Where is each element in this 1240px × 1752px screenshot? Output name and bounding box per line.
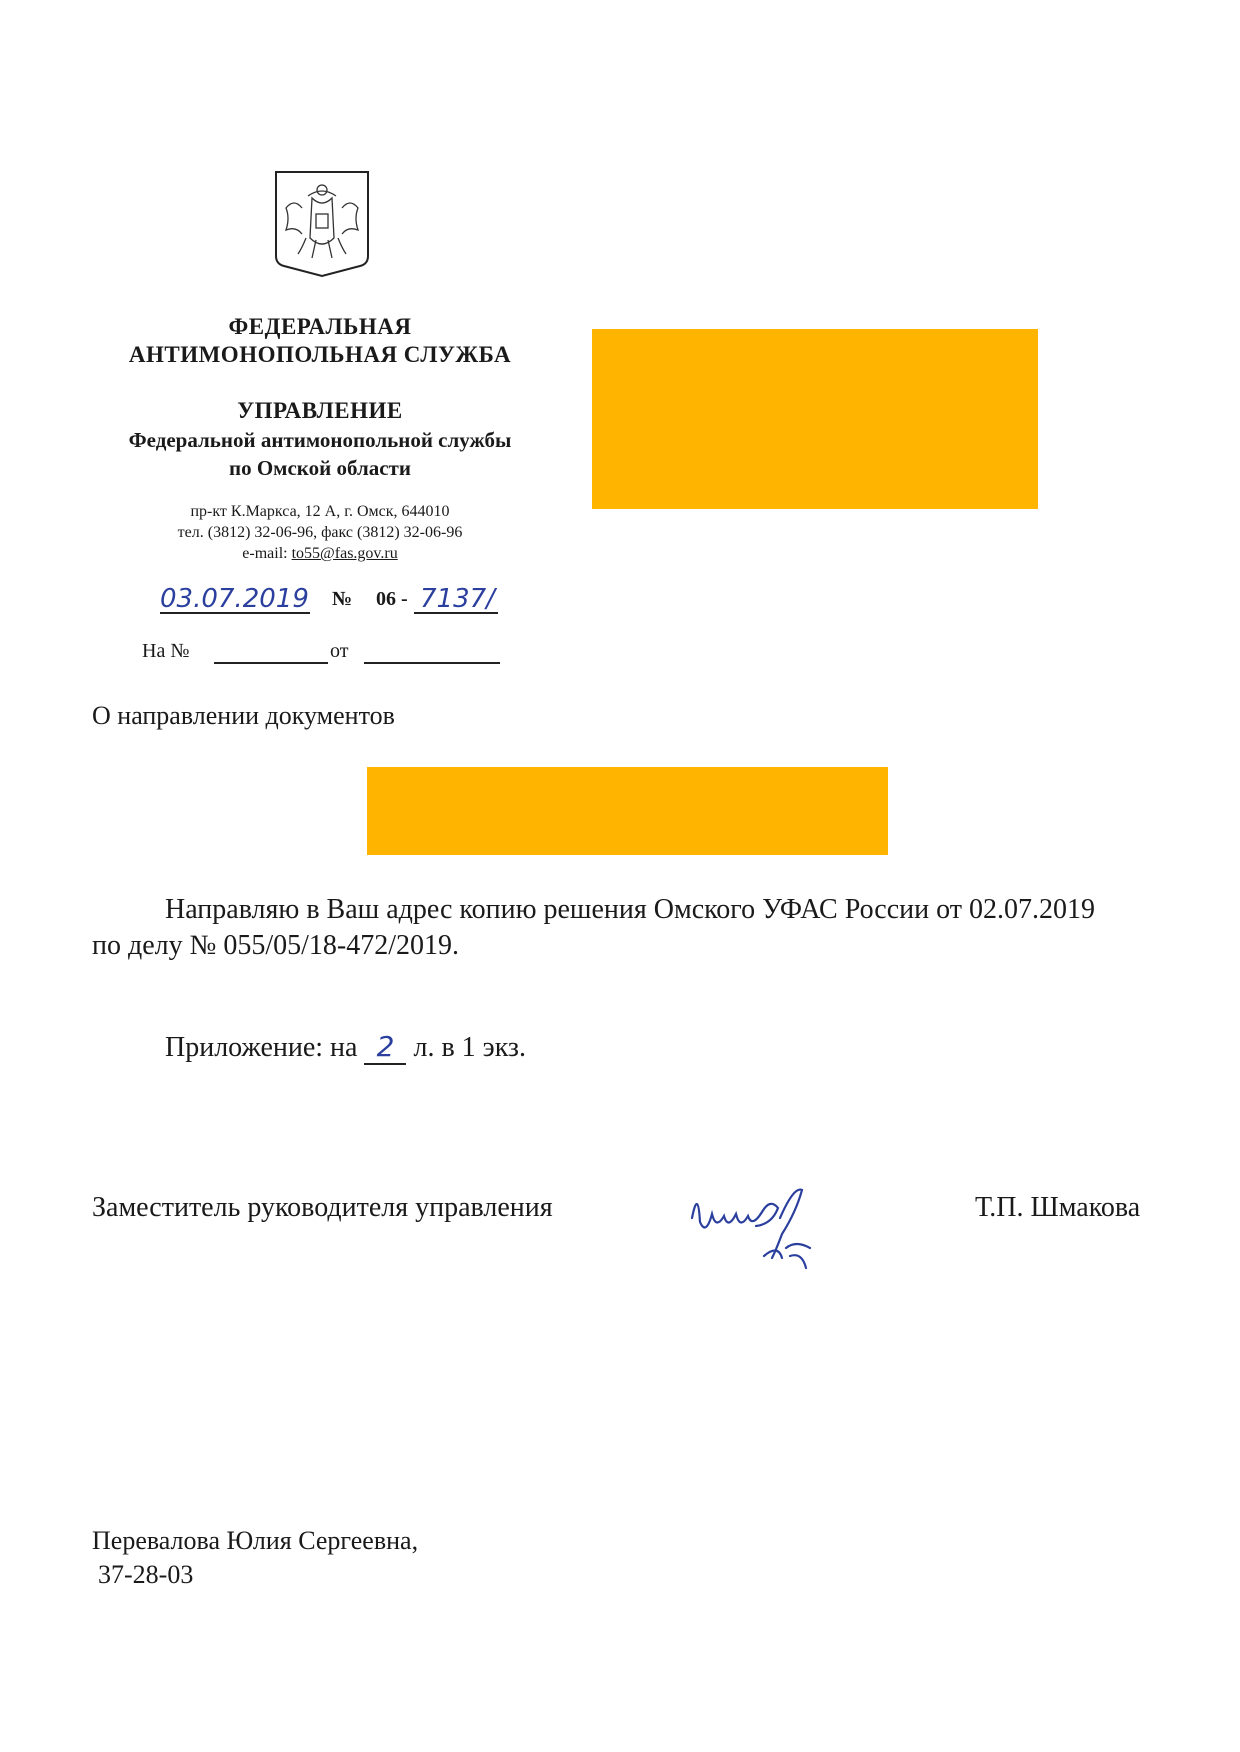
letter-subject: О направлении документов: [92, 701, 395, 730]
service-name-line1: ФЕДЕРАЛЬНАЯ: [228, 314, 412, 339]
registration-date: 03.07.2019: [160, 584, 309, 614]
attachment-suffix: л. в 1 экз.: [413, 1032, 526, 1063]
number-prefix: 06 -: [376, 588, 408, 610]
office-email-line: [60, 545, 580, 563]
executor-phone: 37-28-03: [98, 1560, 194, 1589]
attachment-pages: 2: [364, 1030, 406, 1065]
redacted-addressee-block: [592, 329, 1038, 509]
number-label: №: [332, 588, 353, 610]
redacted-salutation-block: [367, 767, 888, 855]
number-underline: [414, 612, 498, 614]
attachment-line: [165, 1030, 526, 1065]
office-name-line1: Федеральной антимонопольной службы: [128, 428, 512, 452]
reply-number-field: [214, 662, 328, 664]
office-address: пр-кт К.Маркса, 12 А, г. Омск, 644010: [190, 503, 450, 520]
body-paragraph-line2: по делу № 055/05/18-472/2019.: [92, 930, 460, 961]
russian-coat-of-arms-icon: [272, 168, 372, 278]
reply-date-field: [364, 662, 500, 664]
date-underline: [160, 612, 310, 614]
body-paragraph-line1: Направляю в Ваш адрес копию решения Омского УФАС России от 02.07.2019: [165, 894, 1095, 925]
office-name-line2: по Омской области: [229, 456, 411, 480]
signer-name: Т.П. Шмакова: [975, 1192, 1141, 1223]
service-name-line2: АНТИМОНОПОЛЬНАЯ СЛУЖБА: [128, 342, 512, 367]
email-label: e-mail:: [242, 545, 288, 562]
reply-from-label: от: [330, 640, 349, 662]
executor-name: Перевалова Юлия Сергеевна,: [92, 1526, 419, 1555]
email-link[interactable]: to55@fas.gov.ru: [291, 545, 398, 562]
signer-position: Заместитель руководителя управления: [92, 1192, 553, 1223]
registration-number: 7137/: [420, 584, 495, 614]
reply-number-label: На №: [142, 640, 190, 662]
handwritten-signature-icon: [686, 1178, 846, 1278]
office-phone: тел. (3812) 32-06-96, факс (3812) 32-06-96: [177, 524, 463, 541]
office-title: УПРАВЛЕНИЕ: [237, 398, 403, 423]
attachment-prefix: Приложение: на: [165, 1032, 358, 1063]
